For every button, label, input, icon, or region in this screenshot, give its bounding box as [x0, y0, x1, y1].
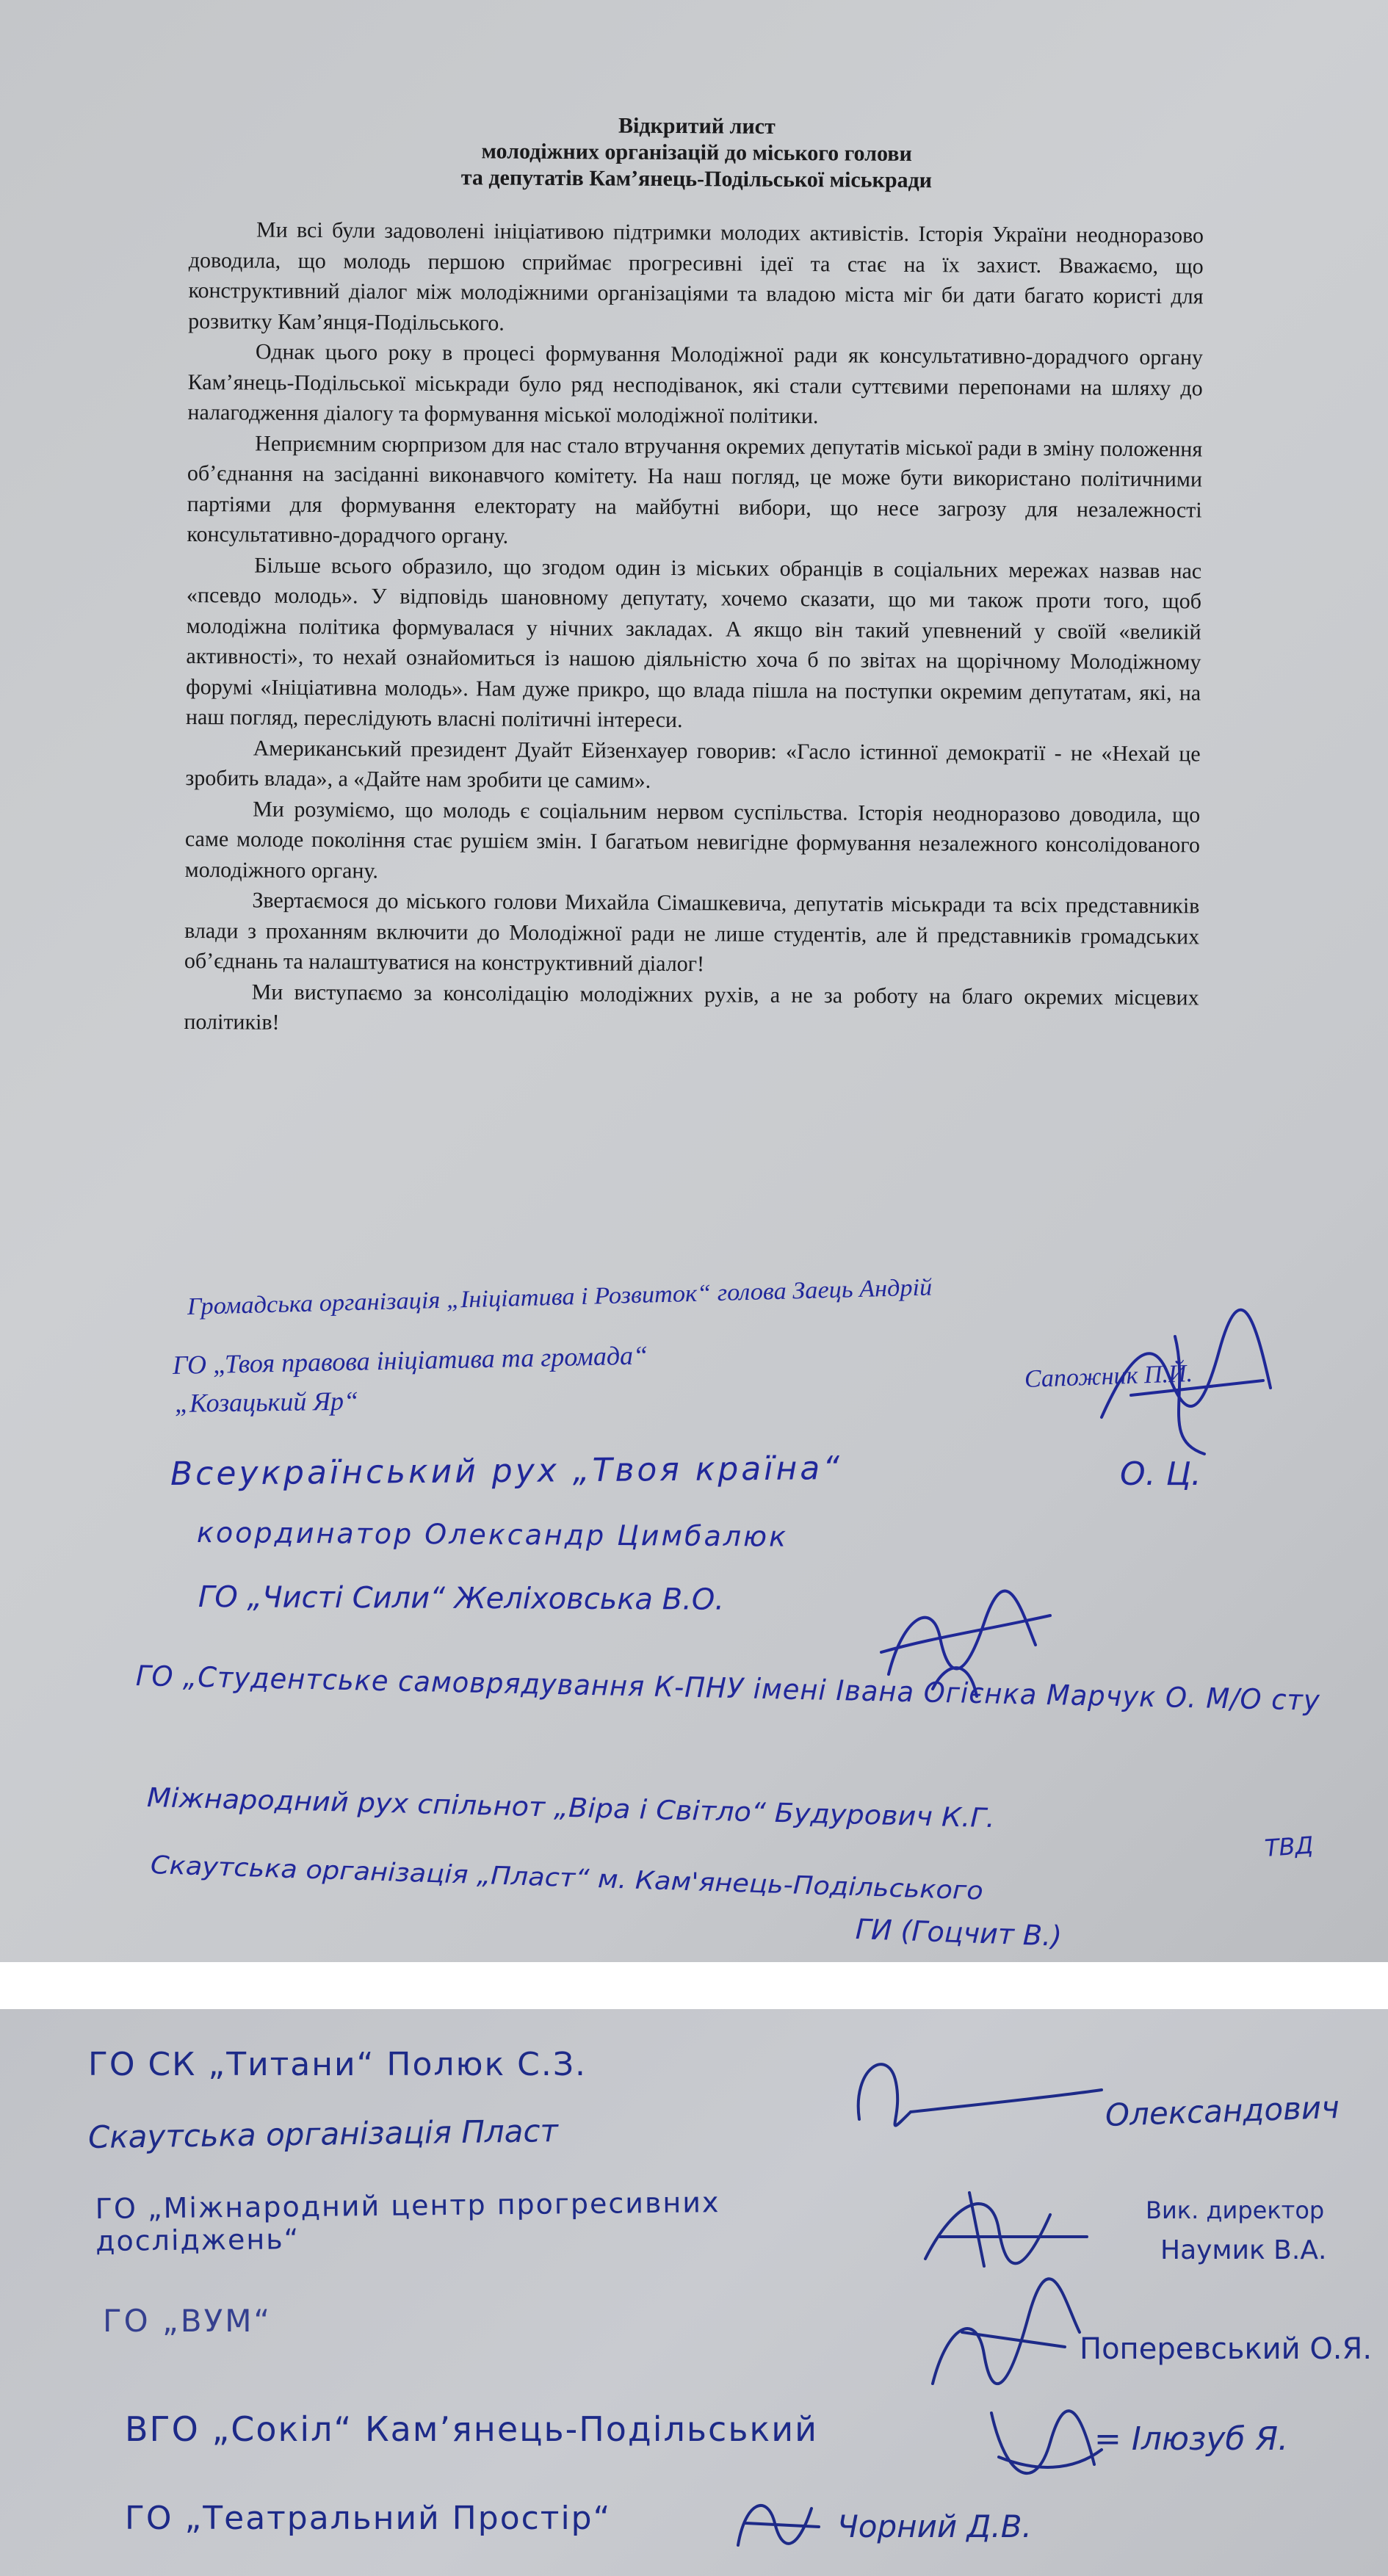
- signature-line: координатор Олександр Цимбалюк: [196, 1516, 789, 1553]
- handwritten-signature: [977, 2391, 1109, 2501]
- signature-line: Скаутська організація Пласт: [87, 2113, 559, 2155]
- handwritten-signature: [830, 2038, 1109, 2149]
- image-divider: [0, 1962, 1388, 2009]
- handwritten-signature: [911, 2171, 1102, 2281]
- signature-line: Наумик В.А.: [1160, 2235, 1327, 2265]
- letter-paragraph: Американський президент Дуайт Ейзенхауер говорив: «Гасло істинної демократії - не «Нехай це зробить влада», а «Дайте нам зробити це самим».: [185, 736, 1201, 793]
- handwritten-signature: [867, 1586, 1058, 1711]
- signatures-block: [0, 1263, 1388, 1961]
- signature-line: Міжнародний рух спільнот „Віра і Світло“ Будурович К.Г.: [146, 1783, 996, 1834]
- letter-paragraph: Звертаємося до міського голови Михайла Сімашкевича, депутатів міськради та всіх представників влади з проханням включити до Молодіжної ради не лише студентів, але й представників громадських об’єднань та налаштуватися на конструктивний діалог!: [184, 888, 1200, 977]
- signature-line: ГО СК „Титани“ Полюк С.З.: [88, 2046, 588, 2083]
- signature-line: Сапожник П.Й.: [1024, 1360, 1193, 1393]
- letter-paragraph: Ми виступаємо за консолідацію молодіжних рухів, а не за роботу на благо окремих місцевих політиків!: [184, 980, 1199, 1035]
- signature-line: ГО „ВУМ“: [103, 2303, 272, 2339]
- title-line: молодіжних організацій до міського голови: [481, 139, 912, 167]
- handwritten-signature: [723, 2486, 826, 2560]
- letter-paragraph: Ми розуміємо, що молодь є соціальним нервом суспільства. Історія неодноразово доводила, що саме молоде покоління стає рушієм змін. І багатьом невигідне формування незалежного консолідованого молодіжного органу.: [184, 797, 1201, 883]
- signature-line: Скаутська організація „Пласт“ м. Кам'янець-Подільського: [150, 1850, 984, 1906]
- signature-line: ТВД: [1263, 1831, 1315, 1862]
- signature-line: ВГО „Сокіл“ Кам’янець-Подільський: [125, 2409, 818, 2449]
- signature-line: ГО „Міжнародний центр прогресивних досліджень“: [95, 2186, 720, 2257]
- signatures-block-continued: [0, 2009, 1388, 2576]
- signature-line: Чорний Д.В.: [837, 2508, 1032, 2544]
- title-line: Відкритий лист: [618, 113, 776, 139]
- signature-line: Громадська організація „Ініціатива і Розвиток“ голова Заець Андрій: [187, 1274, 933, 1320]
- signature-line: Всеукраїнський рух „Твоя країна“: [170, 1450, 843, 1493]
- handwritten-signature: [918, 2288, 1087, 2398]
- letter-paragraph: Ми всі були задоволені ініціативою підтримки молодих активістів. Історія України неодноразово доводила, що молодь першою сприймає прогресивні ідеї та стає на їх захист. Вважаємо, що конструктивний діалог між молодіжними організаціями та владою міста міг би дати багато користі для розвитку Кам’янця-Подільського.: [188, 217, 1204, 336]
- letter-paragraph: Однак цього року в процесі формування Молодіжної ради як консультативно-дорадчого органу Кам’янець-Подільської міськради було ряд несподіванок, які стали суттєвими перепонами на шляху до налагодження діалогу та формування міської молодіжної політики.: [187, 339, 1204, 429]
- signature-line: Вик. директор: [1146, 2196, 1325, 2224]
- signature-line: = Ілюзуб Я.: [1094, 2420, 1289, 2458]
- handwritten-signature: [1087, 1307, 1307, 1476]
- signature-line: „Козацький Яр“: [174, 1386, 359, 1418]
- signature-line: Олександович: [1105, 2088, 1340, 2133]
- open-letter: [184, 110, 1204, 1043]
- signature-line: О. Ц.: [1120, 1455, 1201, 1493]
- signature-line: Поперевський О.Я.: [1080, 2332, 1373, 2366]
- signature-line: ГО „Студентське самоврядування К-ПНУ імені Івана Огієнка Марчук О. М/О сту: [135, 1660, 1321, 1717]
- letter-title: [189, 110, 1204, 195]
- title-line: та депутатів Кам’янець-Подільської міськради: [460, 165, 933, 193]
- signature-line: ГО „Твоя правова ініціатива та громада“: [172, 1340, 648, 1380]
- signature-line: ГО „Чисті Сили“ Желіховська В.О.: [198, 1580, 725, 1617]
- signatures-photo: [0, 2009, 1388, 2576]
- signature-line: ГИ (Гоцчит В.): [855, 1913, 1063, 1953]
- signature-line: ГО „Театральний Простір“: [125, 2500, 612, 2537]
- letter-paragraph: Неприємним сюрпризом для нас стало втручання окремих депутатів міської ради в зміну положення об’єднання на засіданні виконавчого комітету. На наш погляд, це може бути використано політичними партіями для формування електорату на майбутні вибори, що несе загрозу для незалежності консультативно-дорадчого органу.: [187, 431, 1203, 549]
- letter-paragraph: Більше всього образило, що згодом один із міських обранців в соціальних мережах назвав нас «псевдо молодь». У відповідь шановному депутату, хочемо сказати, що ми також проти того, щоб молодіжна політика формувалася у нічних закладах. А якщо він такий упевнений у своїй «великій активності», то нехай ознайомиться із нашою діяльністю хоча б по звітах на щорічному Молодіжному форумі «Ініціативна молодь». Нам дуже прикро, що влада пішла на поступки окремим депутатам, які, на наш погляд, переслідують власні політичні інтереси.: [185, 553, 1202, 733]
